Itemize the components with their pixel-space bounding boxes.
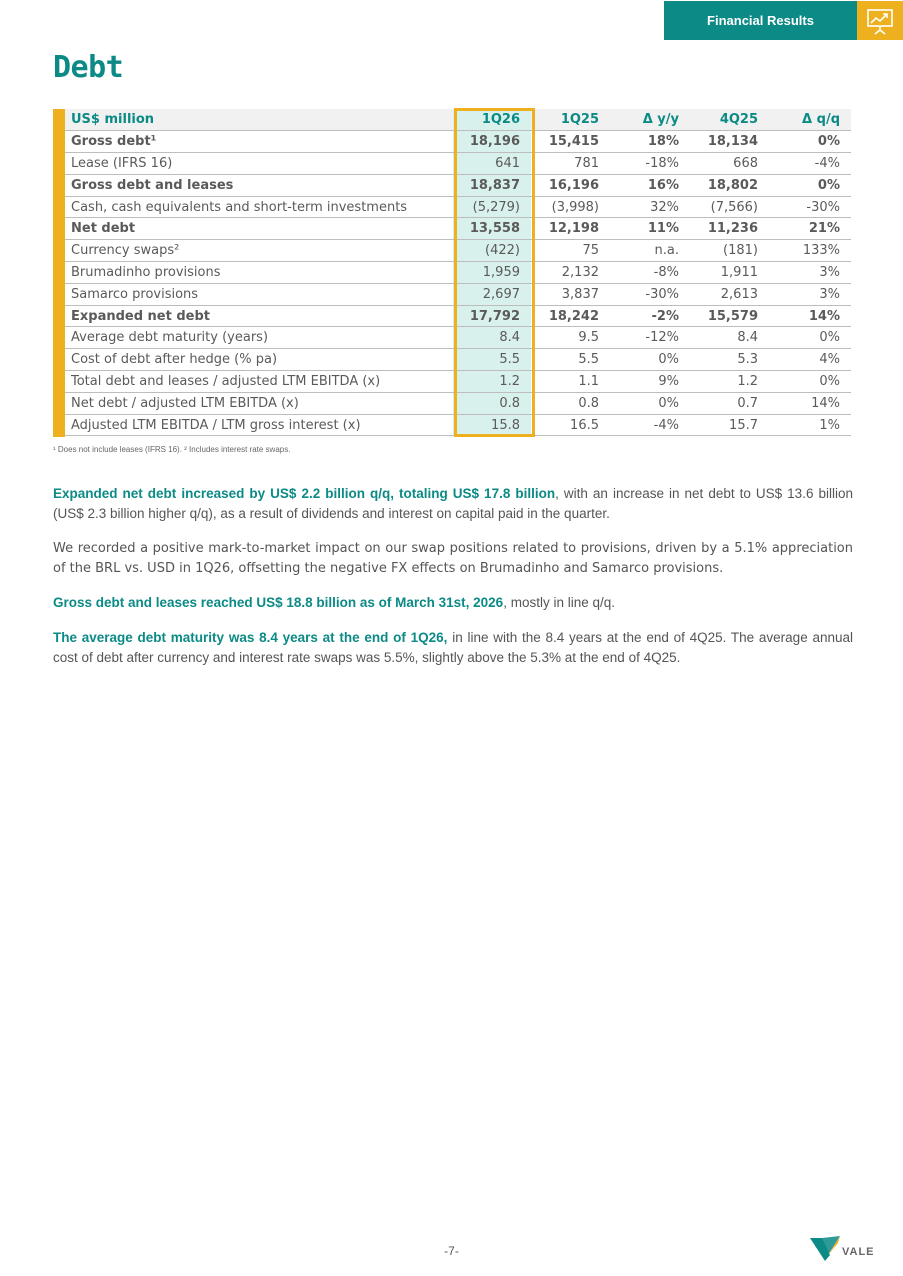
row-label: Net debt [65,218,453,240]
table-cell: 781 [531,153,610,175]
table-cell: 0% [769,131,851,153]
table-cell: 0.8 [453,392,531,414]
column-header: US$ million [65,109,453,131]
table-cell: 15,579 [690,305,769,327]
row-label: Total debt and leases / adjusted LTM EBITDA (x) [65,371,453,393]
table-cell: -12% [610,327,690,349]
table-cell: 8.4 [690,327,769,349]
section-tab [664,1,857,40]
row-label: Average debt maturity (years) [65,327,453,349]
table-cell: 16% [610,174,690,196]
row-label: Cost of debt after hedge (% pa) [65,349,453,371]
table-cell: 4% [769,349,851,371]
table-cell: 5.5 [531,349,610,371]
table-cell: 2,132 [531,262,610,284]
table-cell: 1.1 [531,371,610,393]
table-cell: -18% [610,153,690,175]
table-cell: 3,837 [531,283,610,305]
table-cell: 18,134 [690,131,769,153]
table-row [65,327,851,349]
column-header: 1Q25 [531,109,610,131]
row-label: Net debt / adjusted LTM EBITDA (x) [65,392,453,414]
table-row [65,305,851,327]
table-cell: -30% [769,196,851,218]
table-cell: 0% [769,371,851,393]
table-row [65,240,851,262]
table-row [65,371,851,393]
paragraph-text: , with an increase in net debt to US$ 13.6 billion (US$ 2.3 billion higher q/q), as a result of dividends and interest on capital paid in the quarter. [53,486,853,521]
table-cell: -4% [769,153,851,175]
table-row [65,218,851,240]
paragraph-debt-maturity [53,628,853,667]
row-label: Adjusted LTM EBITDA / LTM gross interest (x) [65,414,453,436]
table-row [65,174,851,196]
section-label: Financial Results [707,13,814,28]
table-cell: 1% [769,414,851,436]
table-row [65,153,851,175]
table-row [65,414,851,436]
table-cell: -4% [610,414,690,436]
table-cell: 18,242 [531,305,610,327]
table-row [65,392,851,414]
row-label: Gross debt¹ [65,131,453,153]
table-cell: (422) [453,240,531,262]
table-cell: (7,566) [690,196,769,218]
chart-presentation-icon [857,1,903,40]
page-number: -7- [444,1244,459,1258]
vale-wordmark: VALE [842,1246,875,1258]
table-cell: 2,697 [453,283,531,305]
table-row [65,196,851,218]
table-cell: 14% [769,392,851,414]
table-header-row [65,109,851,131]
row-label: Samarco provisions [65,283,453,305]
table-cell: 16,196 [531,174,610,196]
row-label: Gross debt and leases [65,174,453,196]
paragraph-gross-debt [53,593,853,613]
table-row [65,131,851,153]
table-cell: (5,279) [453,196,531,218]
table-cell: 11,236 [690,218,769,240]
paragraph-text: , mostly in line q/q. [503,595,615,610]
table-row [65,283,851,305]
paragraph-highlight: Gross debt and leases reached US$ 18.8 billion as of March 31st, 2026 [53,595,504,610]
table-cell: 75 [531,240,610,262]
table-cell: 14% [769,305,851,327]
table-cell: 0% [769,174,851,196]
table-cell: 18% [610,131,690,153]
table-cell: 18,802 [690,174,769,196]
debt-table [65,109,851,436]
table-cell: 0% [610,349,690,371]
table-cell: 32% [610,196,690,218]
row-label: Brumadinho provisions [65,262,453,284]
table-cell: 17,792 [453,305,531,327]
table-cell: 668 [690,153,769,175]
row-label: Expanded net debt [65,305,453,327]
table-accent-bar [53,109,65,437]
table-cell: 3% [769,262,851,284]
table-cell: 8.4 [453,327,531,349]
table-cell: 11% [610,218,690,240]
table-cell: 0.7 [690,392,769,414]
paragraph-highlight: Expanded net debt increased by US$ 2.2 billion q/q, totaling US$ 17.8 billion [53,486,556,501]
paragraph-mark-to-market [53,539,853,578]
row-label: Currency swaps² [65,240,453,262]
table-cell: -8% [610,262,690,284]
table-cell: 18,196 [453,131,531,153]
table-cell: 15.7 [690,414,769,436]
table-row [65,349,851,371]
table-cell: 1.2 [453,371,531,393]
table-cell: 0% [610,392,690,414]
table-row [65,262,851,284]
table-cell: 18,837 [453,174,531,196]
row-label: Lease (IFRS 16) [65,153,453,175]
paragraph-text: We recorded a positive mark-to-market impact on our swap positions related to provisions, driven by a 5.1% appreciation of the BRL vs. USD in 1Q26, offsetting the negative FX effects on Brumadinho and Samarco provisions. [53,541,853,576]
column-header: 4Q25 [690,109,769,131]
table-cell: 5.3 [690,349,769,371]
column-header: Δ y/y [610,109,690,131]
table-cell: 5.5 [453,349,531,371]
row-label: Cash, cash equivalents and short-term investments [65,196,453,218]
page-title: Debt [53,50,124,85]
paragraph-text: in line with the 8.4 years at the end of 4Q25. The average annual cost of debt after currency and interest rate swaps was 5.5%, slightly above the 5.3% at the end of 4Q25. [53,630,853,665]
table-cell: 15.8 [453,414,531,436]
table-cell: (3,998) [531,196,610,218]
table-cell: 0% [769,327,851,349]
paragraph-highlight: The average debt maturity was 8.4 years at the end of 1Q26, [53,630,448,645]
table-cell: 16.5 [531,414,610,436]
table-cell: 2,613 [690,283,769,305]
table-cell: (181) [690,240,769,262]
table-cell: 12,198 [531,218,610,240]
table-cell: 9.5 [531,327,610,349]
table-cell: 0.8 [531,392,610,414]
column-header: Δ q/q [769,109,851,131]
table-cell: n.a. [610,240,690,262]
table-cell: -30% [610,283,690,305]
table-cell: 1.2 [690,371,769,393]
table-cell: -2% [610,305,690,327]
table-footnote: ¹ Does not include leases (IFRS 16). ² Includes interest rate swaps. [53,445,291,454]
table-cell: 15,415 [531,131,610,153]
table-cell: 133% [769,240,851,262]
table-cell: 1,959 [453,262,531,284]
paragraph-net-debt [53,484,853,523]
table-cell: 641 [453,153,531,175]
table-cell: 21% [769,218,851,240]
table-cell: 13,558 [453,218,531,240]
table-cell: 3% [769,283,851,305]
table-cell: 1,911 [690,262,769,284]
table-cell: 9% [610,371,690,393]
column-header: 1Q26 [453,109,531,131]
